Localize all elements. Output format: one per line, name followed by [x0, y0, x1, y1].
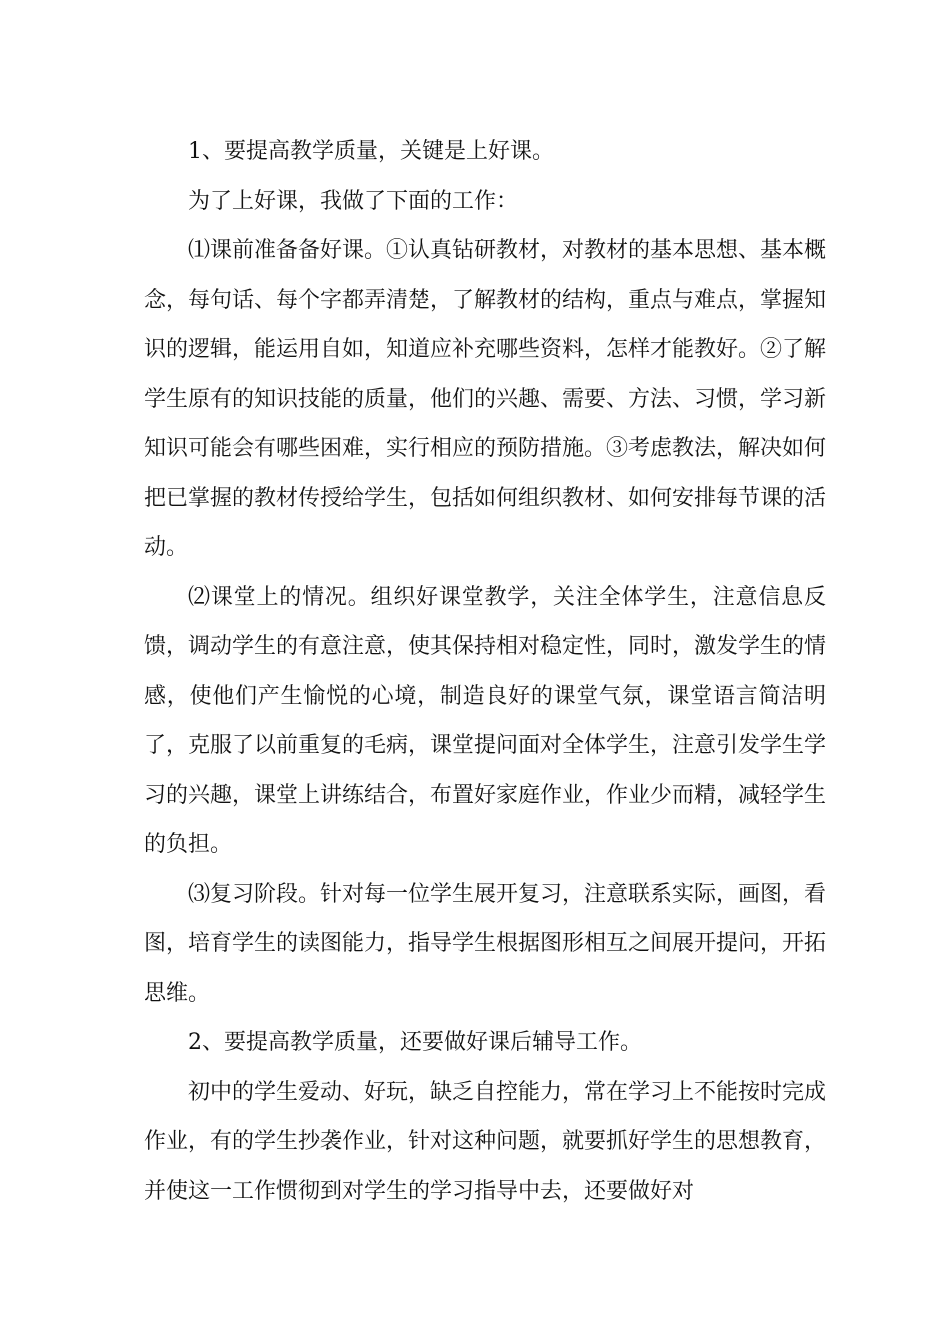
paragraph-classroom: ⑵课堂上的情况。组织好课堂教学，关注全体学生，注意信息反馈，调动学生的有意注意，使其保持相对稳定性，同时，激发学生的情感，使他们产生愉悦的心境，制造良好的课堂气氛，课堂语言简洁明了，克服了以前重复的毛病，课堂提问面对全体学生，注意引发学生学习的兴趣，课堂上讲练结合，布置好家庭作业，作业少而精，减轻学生的负担。: [144, 584, 827, 857]
paragraph-intro: 为了上好课，我做了下面的工作：: [188, 188, 519, 214]
document-body: [144, 127, 826, 1216]
paragraph-heading-2: 2、要提高教学质量，还要做好课后辅导工作。: [188, 1030, 642, 1055]
paragraph-heading-1: 1、要提高教学质量，关键是上好课。: [188, 139, 554, 164]
paragraph-tutoring: 初中的学生爱动、好玩，缺乏自控能力，常在学习上不能按时完成作业，有的学生抄袭作业，针对这种问题，就要抓好学生的思想教育，并使这一工作惯彻到对学生的学习指导中去，还要做好对: [144, 1079, 827, 1204]
paragraph-preparation: ⑴课前准备备好课。①认真钻研教材，对教材的基本思想、基本概念，每句话、每个字都弄清楚，了解教材的结构，重点与难点，掌握知识的逻辑，能运用自如，知道应补充哪些资料，怎样才能教好。②了解学生原有的知识技能的质量，他们的兴趣、需要、方法、习惯，学习新知识可能会有哪些困难，实行相应的预防措施。③考虑教法，解决如何把已掌握的教材传授给学生，包括如何组织教材、如何安排每节课的活动。: [144, 238, 827, 560]
paragraph-review: ⑶复习阶段。针对每一位学生展开复习，注意联系实际，画图，看图，培育学生的读图能力，指导学生根据图形相互之间展开提问，开拓思维。: [144, 881, 827, 1006]
